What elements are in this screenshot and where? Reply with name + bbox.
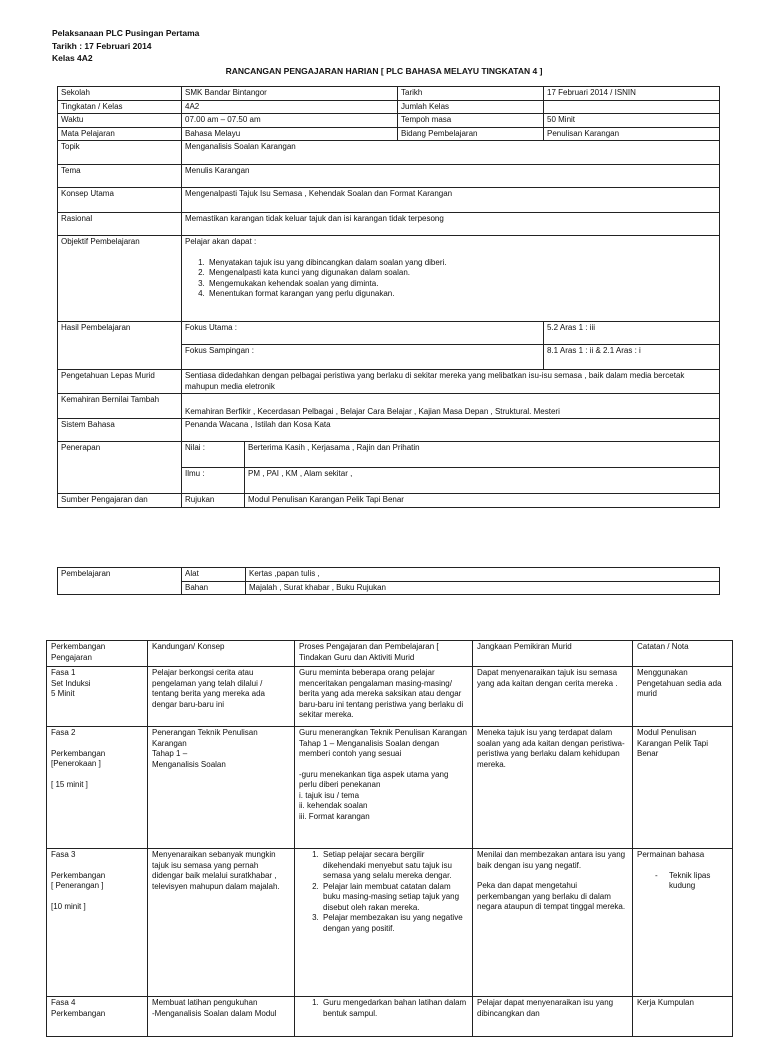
objektif-item: 1. Menyatakan tajuk isu yang dibincangkan dalam soalan yang diberi.: [207, 258, 716, 269]
fasa1-stage: [47, 667, 148, 727]
label-sumber: Sumber Pengajaran dan: [58, 494, 182, 508]
fasa3-stage: [47, 849, 148, 997]
value-sistem-bahasa: Penanda Wacana , Istilah dan Kosa Kata: [182, 419, 720, 442]
header-jangkaan: Jangkaan Pemikiran Murid: [473, 641, 633, 667]
fasa1-label: Fasa 1: [51, 668, 76, 677]
label-tempoh: Tempoh masa: [398, 114, 544, 128]
fasa3-sub: Perkembangan: [51, 870, 106, 880]
fasa2-kandungan-line: Menganalisis Soalan: [152, 759, 226, 769]
fasa3-proses: [295, 849, 473, 997]
fasa3-jangkaan-p2: Peka dan dapat mengetahui perkembangan yang berlaku di dalam negara ataupun di tempat tinggal mereka.: [477, 881, 626, 911]
fasa4-catatan: Kerja Kumpulan: [633, 997, 733, 1037]
value-topik: Menganalisis Soalan Karangan: [182, 141, 720, 165]
lesson-info-table: [57, 86, 720, 508]
value-waktu: 07.00 am – 07.50 am: [182, 114, 398, 128]
objektif-item: 3. Mengemukakan kehendak soalan yang diminta.: [207, 279, 716, 290]
fasa2-proses-line: iii. Format karangan: [299, 811, 370, 821]
value-pengetahuan-lepas: Sentiasa didedahkan dengan pelbagai peristiwa yang berlaku di sekitar mereka yang melibatkan isu-isu semasa , baik dalam media bercetak mahupun media eletronik: [182, 370, 720, 394]
value-konsep-utama: Mengenalpasti Tajuk Isu Semasa , Kehendak Soalan dan Format Karangan: [182, 188, 720, 213]
value-nilai: Berterima Kasih , Kerjasama , Rajin dan Prihatin: [248, 443, 420, 452]
list-item: 3. Pelajar membezakan isu yang negative dengan yang positif.: [321, 913, 468, 934]
label-objektif: Objektif Pembelajaran: [58, 236, 182, 322]
label-pembelajaran: Pembelajaran: [58, 568, 182, 595]
objektif-intro: Pelajar akan dapat :: [185, 237, 257, 246]
page-header: [52, 27, 199, 65]
fasa1-sub: Set Induksi: [51, 678, 91, 688]
label-tingkatan: Tingkatan / Kelas: [58, 100, 182, 114]
label-sekolah: Sekolah: [58, 87, 182, 101]
value-tempoh: 50 Minit: [544, 114, 720, 128]
label-bidang: Bidang Pembelajaran: [398, 127, 544, 141]
label-fokus-sampingan: Fokus Sampingan :: [182, 345, 544, 370]
fasa3-type: [ Penerangan ]: [51, 881, 104, 890]
label-nilai: Nilai :: [182, 442, 245, 467]
table-row: [47, 849, 733, 997]
fasa4-proses-list: [299, 998, 468, 1019]
value-alat: Kertas ,papan tulis ,: [246, 568, 720, 582]
value-tarikh: 17 Februari 2014 / ISNIN: [544, 87, 720, 101]
table-row: [47, 997, 733, 1037]
fasa3-catatan-title: Permainan bahasa: [637, 850, 705, 859]
fasa3-label: Fasa 3: [51, 850, 76, 859]
value-jumlah-kelas: [544, 100, 720, 114]
list-item: 1. Guru mengedarkan bahan latihan dalam bentuk sampul.: [321, 998, 468, 1019]
value-mata-pelajaran: Bahasa Melayu: [182, 127, 398, 141]
fasa4-stage: [47, 997, 148, 1037]
label-konsep-utama: Konsep Utama: [58, 188, 182, 213]
header-kandungan: Kandungan/ Konsep: [148, 641, 295, 667]
value-bahan: Majalah , Surat khabar , Buku Rujukan: [246, 581, 720, 595]
value-tema: Menulis Karangan: [182, 165, 720, 188]
fasa3-proses-list: [299, 850, 468, 934]
objektif-list: [185, 258, 716, 300]
pembelajaran-table: [57, 567, 720, 595]
fasa4-jangkaan: Pelajar dapat menyenaraikan isu yang dibincangkan dan: [473, 997, 633, 1037]
fasa2-type: [Penerokaan ]: [51, 759, 101, 768]
fasa2-proses-line: -guru menekankan tiga aspek utama yang perlu diberi penekanan: [299, 769, 449, 789]
fasa4-proses: [295, 997, 473, 1037]
value-rasional: Memastikan karangan tidak keluar tajuk dan isi karangan tidak terpesong: [182, 213, 720, 236]
label-alat: Alat: [182, 568, 246, 582]
fasa3-time: [10 minit ]: [51, 901, 86, 911]
fasa4-sub: Perkembangan: [51, 1008, 106, 1018]
header-catatan: Catatan / Nota: [633, 641, 733, 667]
fasa2-stage: [47, 727, 148, 849]
label-sistem-bahasa: Sistem Bahasa: [58, 419, 182, 442]
fasa2-proses: [295, 727, 473, 849]
label-pengetahuan-lepas: Pengetahuan Lepas Murid: [58, 370, 182, 394]
fasa2-proses-line: ii. kehendak soalan: [299, 801, 368, 810]
fasa2-proses-line: Tahap 1 – Menganalisis Soalan dengan memberi contoh yang sesuai: [299, 738, 440, 758]
fasa2-kandungan-line: Tahap 1 –: [152, 749, 188, 758]
header-perkembangan: Perkembangan Pengajaran: [47, 641, 148, 667]
list-item: 1. Setiap pelajar secara bergilir dikehendaki menyebut satu tajuk isu semasa yang selalu mereka dengar.: [321, 850, 468, 882]
fasa3-jangkaan-p1: Menilai dan membezakan antara isu yang baik dengan isu yang negatif.: [477, 850, 626, 870]
table-row: [47, 667, 733, 727]
fasa1-jangkaan: Dapat menyenaraikan tajuk isu semasa yang ada kaitan dengan cerita mereka .: [473, 667, 633, 727]
fasa2-kandungan: [148, 727, 295, 849]
label-hasil-pembelajaran: Hasil Pembelajaran: [58, 322, 182, 370]
fasa1-kandungan: Pelajar berkongsi cerita atau pengelaman yang telah dilalui / tentang berita yang mereka ada dengar baru-baru ini: [148, 667, 295, 727]
fasa3-jangkaan: [473, 849, 633, 997]
label-fokus-utama: Fokus Utama :: [182, 322, 544, 345]
value-bidang: Penulisan Karangan: [544, 127, 720, 141]
fasa4-label: Fasa 4: [51, 998, 76, 1007]
fasa4-kandungan-line: Membuat latihan pengukuhan: [152, 998, 258, 1007]
fasa4-kandungan-line: -Menganalisis Soalan dalam Modul: [152, 1008, 277, 1018]
value-fokus-utama: 5.2 Aras 1 : iii: [544, 322, 720, 345]
fasa2-sub: Perkembangan: [51, 748, 106, 758]
label-bahan: Bahan: [182, 581, 246, 595]
table-row: [47, 727, 733, 849]
fasa1-time: 5 Minit: [51, 689, 75, 698]
fasa1-catatan: Menggunakan Pengetahuan sedia ada murid: [633, 667, 733, 727]
label-jumlah-kelas: Jumlah Kelas: [398, 100, 544, 114]
header-line-1: Pelaksanaan PLC Pusingan Pertama: [52, 28, 200, 38]
objektif-item: 2. Mengenalpasti kata kunci yang digunakan dalam soalan.: [207, 268, 716, 279]
label-penerapan: Penerapan: [58, 442, 182, 494]
fasa2-jangkaan: Meneka tajuk isu yang terdapat dalam soalan yang ada kaitan dengan peristiwa-peristiwa yang berlaku dalam kehidupan mereka.: [473, 727, 633, 849]
header-proses: Proses Pengajaran dan Pembelajaran [ Tindakan Guru dan Aktiviti Murid: [295, 641, 473, 667]
label-tarikh: Tarikh: [398, 87, 544, 101]
value-sekolah: SMK Bandar Bintangor: [182, 87, 398, 101]
fasa1-proses: Guru meminta beberapa orang pelajar menceritakan pengalaman masing-masing/ berita yang ada mereka saksikan atau dengar baru-baru ini tentang peristiwa yang berlaku di sekitar mereka.: [295, 667, 473, 727]
label-tema: Tema: [58, 165, 182, 188]
fasa2-proses-line: Guru menerangkan Teknik Penulisan Karangan: [299, 728, 467, 737]
fasa2-kandungan-line: Penerangan Teknik Penulisan Karangan: [152, 728, 258, 748]
list-item: 2. Pelajar lain membuat catatan dalam buku masing-masing setiap tajuk yang disebut oleh rakan mereka.: [321, 882, 468, 914]
fasa2-label: Fasa 2: [51, 728, 76, 737]
label-topik: Topik: [58, 141, 182, 165]
value-fokus-sampingan: 8.1 Aras 1 : ii & 2.1 Aras : i: [544, 345, 720, 370]
document-title: RANCANGAN PENGAJARAN HARIAN [ PLC BAHASA MELAYU TINGKATAN 4 ]: [225, 66, 543, 76]
value-tingkatan: 4A2: [182, 100, 398, 114]
fasa3-kandungan: Menyenaraikan sebanyak mungkin tajuk isu semasa yang pernah didengar baik melalui suratkhabar , televisyen mahupun dalam majalah.: [148, 849, 295, 997]
header-line-2: Tarikh : 17 Februari 2014: [52, 40, 152, 51]
label-rasional: Rasional: [58, 213, 182, 236]
label-kemahiran: Kemahiran Bernilai Tambah: [58, 394, 182, 419]
label-waktu: Waktu: [58, 114, 182, 128]
header-line-3: Kelas 4A2: [52, 53, 93, 63]
value-ilmu: PM , PAI , KM , Alam sekitar ,: [248, 469, 353, 478]
value-kemahiran: Kemahiran Berfikir , Kecerdasan Pelbagai , Belajar Cara Belajar , Kajian Masa Depan , Struktural. Mesteri: [182, 394, 720, 419]
value-rujukan: Modul Penulisan Karangan Pelik Tapi Benar: [248, 495, 404, 504]
label-rujukan: Rujukan: [182, 494, 245, 507]
fasa2-proses-line: i. tajuk isu / tema: [299, 790, 360, 800]
value-objektif: [182, 236, 720, 322]
fasa-table: [46, 640, 733, 1037]
label-ilmu: Ilmu :: [182, 468, 245, 493]
objektif-item: 4. Menentukan format karangan yang perlu digunakan.: [207, 289, 716, 300]
fasa4-kandungan: [148, 997, 295, 1037]
fasa2-catatan: Modul Penulisan Karangan Pelik Tapi Benar: [633, 727, 733, 849]
fasa3-catatan: [633, 849, 733, 997]
label-mata-pelajaran: Mata Pelajaran: [58, 127, 182, 141]
fasa3-catatan-list: [637, 871, 728, 892]
fasa2-time: [ 15 minit ]: [51, 779, 88, 789]
list-item: - Teknik lipas kudung: [669, 871, 728, 892]
